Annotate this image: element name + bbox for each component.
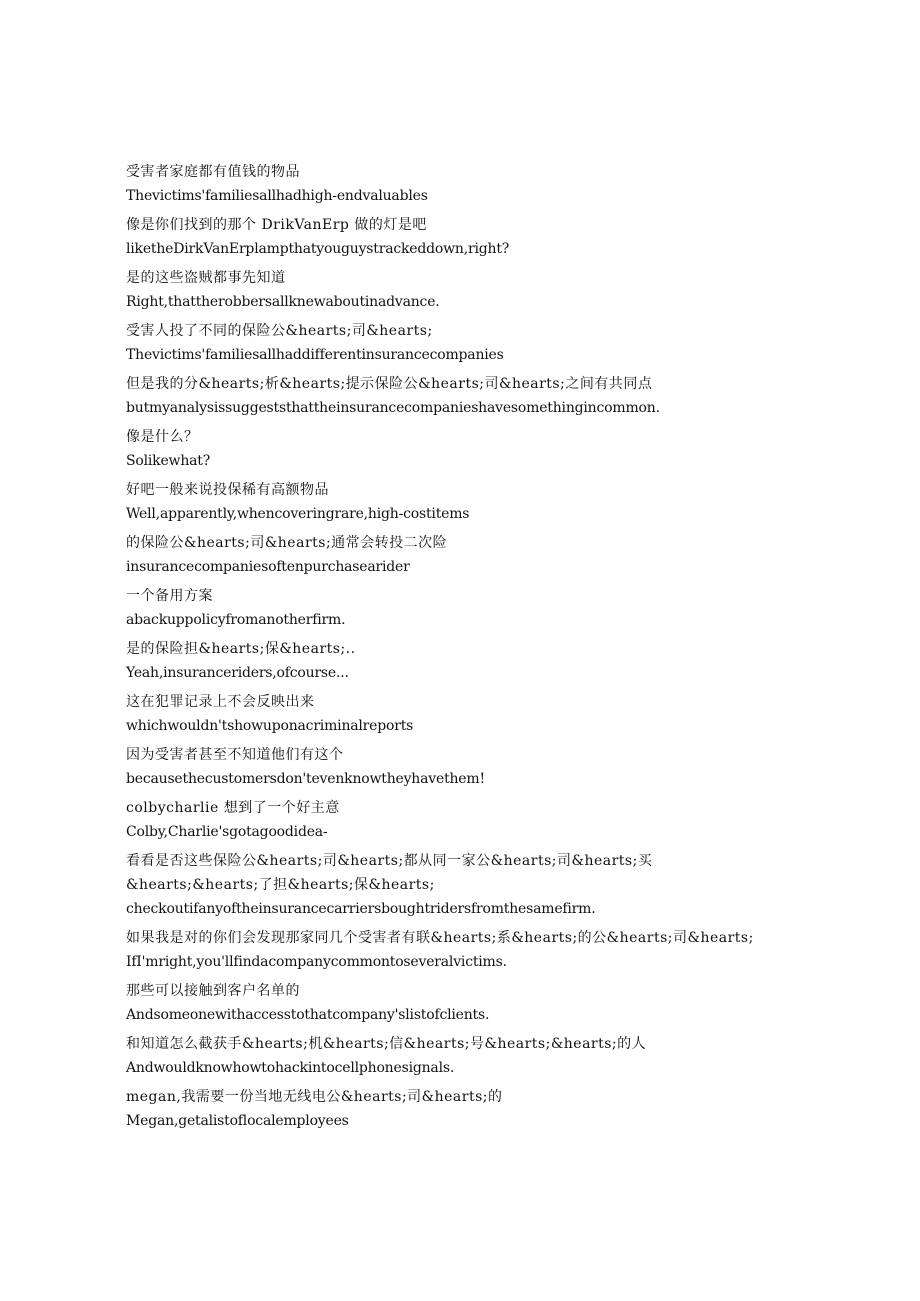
english-line: Solikewhat?: [126, 453, 211, 469]
english-line: becausethecustomersdon'tevenknowtheyhavethem!: [126, 771, 485, 787]
chinese-line: 看看是否这些保险公&hearts;司&hearts;都从同一家公&hearts;司&hearts;买: [126, 853, 653, 869]
english-line: Megan,getalistoflocalemployees: [126, 1113, 349, 1129]
chinese-line: 因为受害者甚至不知道他们有这个: [126, 747, 344, 763]
english-line: abackuppolicyfromanotherfirm.: [126, 612, 346, 628]
line-pair: [126, 1032, 806, 1080]
english-line: insurancecompaniesoftenpurchasearider: [126, 559, 410, 575]
line-pair: [126, 319, 806, 367]
line-pair: [126, 926, 806, 974]
line-pair: [126, 531, 806, 579]
english-line: butmyanalysissuggeststhattheinsurancecompanieshavesomethingincommon.: [126, 400, 660, 416]
line-pair: [126, 266, 806, 314]
chinese-line: 的保险公&hearts;司&hearts;通常会转投二次险: [126, 535, 448, 551]
line-pair: [126, 796, 806, 844]
english-line: IfI'mright,you'llfindacompanycommontoseveralvictims.: [126, 954, 507, 970]
chinese-line: 受害人投了不同的保险公&hearts;司&hearts;: [126, 323, 433, 339]
chinese-line: 但是我的分&hearts;析&hearts;提示保险公&hearts;司&hearts;之间有共同点: [126, 376, 653, 392]
line-pair: [126, 425, 806, 473]
chinese-line: 一个备用方案: [126, 588, 213, 604]
english-line: liketheDirkVanErplampthatyouguystrackeddown,right?: [126, 241, 510, 257]
english-line: Thevictims'familiesallhadhigh-endvaluables: [126, 188, 428, 204]
line-pair: [126, 584, 806, 632]
line-pair: [126, 743, 806, 791]
chinese-line: 那些可以接触到客户名单的: [126, 983, 300, 999]
english-line: Andsomeonewithaccesstothatcompany'slistofclients.: [126, 1007, 490, 1023]
line-pair: [126, 1085, 806, 1133]
english-line: Well,apparently,whencoveringrare,high-costitems: [126, 506, 470, 522]
line-pair: [126, 849, 806, 921]
subtitle-transcript: [126, 160, 806, 1138]
chinese-line-continuation: &hearts;&hearts;了担&hearts;保&hearts;: [126, 877, 435, 893]
line-pair: [126, 478, 806, 526]
chinese-line: 是的这些盗贼都事先知道: [126, 270, 286, 286]
chinese-line: colbycharlie 想到了一个好主意: [126, 800, 340, 816]
line-pair: [126, 690, 806, 738]
english-line: checkoutifanyoftheinsurancecarriersboughtridersfromthesamefirm.: [126, 901, 596, 917]
line-pair: [126, 213, 806, 261]
english-line: Andwouldknowhowtohackintocellphonesignals.: [126, 1060, 455, 1076]
english-line: Colby,Charlie'sgotagoodidea-: [126, 824, 328, 840]
chinese-line: 好吧一般来说投保稀有高额物品: [126, 482, 329, 498]
english-line: whichwouldn'tshowuponacriminalreports: [126, 718, 414, 734]
english-line: Thevictims'familiesallhaddifferentinsurancecompanies: [126, 347, 504, 363]
line-pair: [126, 372, 806, 420]
line-pair: [126, 637, 806, 685]
chinese-line: 如果我是对的你们会发现那家同几个受害者有联&hearts;系&hearts;的公&hearts;司&hearts;: [126, 930, 754, 946]
chinese-line: 和知道怎么截获手&hearts;机&hearts;信&hearts;号&hearts;&hearts;的人: [126, 1036, 647, 1052]
chinese-line: megan,我需要一份当地无线电公&hearts;司&hearts;的: [126, 1089, 503, 1105]
chinese-line: 像是什么？: [126, 429, 199, 445]
chinese-line: 这在犯罪记录上不会反映出来: [126, 694, 315, 710]
english-line: Yeah,insuranceriders,ofcourse...: [126, 665, 349, 681]
chinese-line: 受害者家庭都有值钱的物品: [126, 164, 300, 180]
english-line: Right,thattherobbersallknewaboutinadvance.: [126, 294, 440, 310]
line-pair: [126, 979, 806, 1027]
chinese-line: 是的保险担&hearts;保&hearts;..: [126, 641, 356, 657]
chinese-line: 像是你们找到的那个 DrikVanErp 做的灯是吧: [126, 217, 427, 233]
line-pair: [126, 160, 806, 208]
